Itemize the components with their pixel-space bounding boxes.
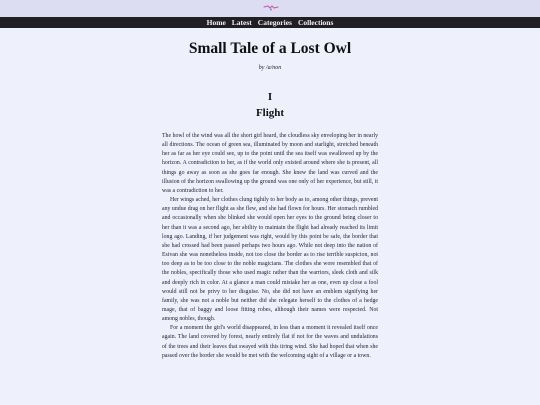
story-page bbox=[0, 39, 540, 361]
author-byline[interactable]: by /a/non bbox=[258, 65, 282, 71]
site-banner bbox=[0, 0, 540, 17]
story-title: Small Tale of a Lost Owl bbox=[188, 40, 352, 57]
story-paragraph: Her wings ached, her clothes clung tightly to her body as to, among other things, prevent any undue drag on her flight as she flew, and she had flown for hours. Her stomach rumbled and occasionally when she blinked she would open her eyes to the ground being closer to her than it was a second ago, her ability to maintain the flight had already reached its limit long ago. Landing, if her judgement was right, would by this point be safe, the border that she had crossed had been passed perhaps two hours ago. While not deep into the nation of Esivan she was nonetheless inside, not too close the border as to rise terrible suspicion, not too deep as to be too close to the noble magicians. The clothes she wore resembled that of the nobles, specifically those who used magic rather than the warriors, sleek cloth and silk and deeply rich in color. At a glance a man could mistake her as one, even up close a fool would still not be privy to her disguise. No, she did not have an emblem signifying her family, she was not a noble but neither did she relegate herself to the clothes of a hedge mage, that of baggy and loose fitting robes, although their names were respected. Not among nobles, though. bbox=[162, 197, 378, 323]
owl-mark-icon[interactable] bbox=[263, 4, 279, 12]
story-text bbox=[162, 132, 378, 361]
story-paragraph: For a moment the girl's world disappeared, in less than a moment it revealed itself once again. The land covered by forest, nearly entirely flat if not for the waves and undulations of the trees and their leaves that swayed with this tiring wind. She had hoped that when she passed over the border she would be met with the welcoming sight of a village or a town. bbox=[162, 325, 378, 359]
chapter-title: Flight bbox=[255, 107, 285, 119]
story-paragraph: The howl of the wind was all the short girl heard, the cloudless sky enveloping her in nearly all directions. The ocean of green sea, illuminated by moon and starlight, stretched beneath her as far as her eye could see, up to the point until the sea itself was swallowed up by the horizon. A contradiction to her, as if the world only existed around where she is present, all things go away as soon as she goes far enough. She knew the land was curved and the illusion of the horizon swallowing up the ground was one only of her experience, but still, it was a contradiction to her. bbox=[162, 133, 378, 194]
chapter-number: I bbox=[267, 91, 273, 103]
main-nav bbox=[0, 17, 540, 28]
nav-home-link[interactable]: Home bbox=[206, 18, 226, 27]
nav-latest-link[interactable]: Latest bbox=[231, 18, 252, 27]
nav-collections-link[interactable]: Collections bbox=[297, 18, 334, 27]
nav-categories-link[interactable]: Categories bbox=[257, 18, 292, 27]
